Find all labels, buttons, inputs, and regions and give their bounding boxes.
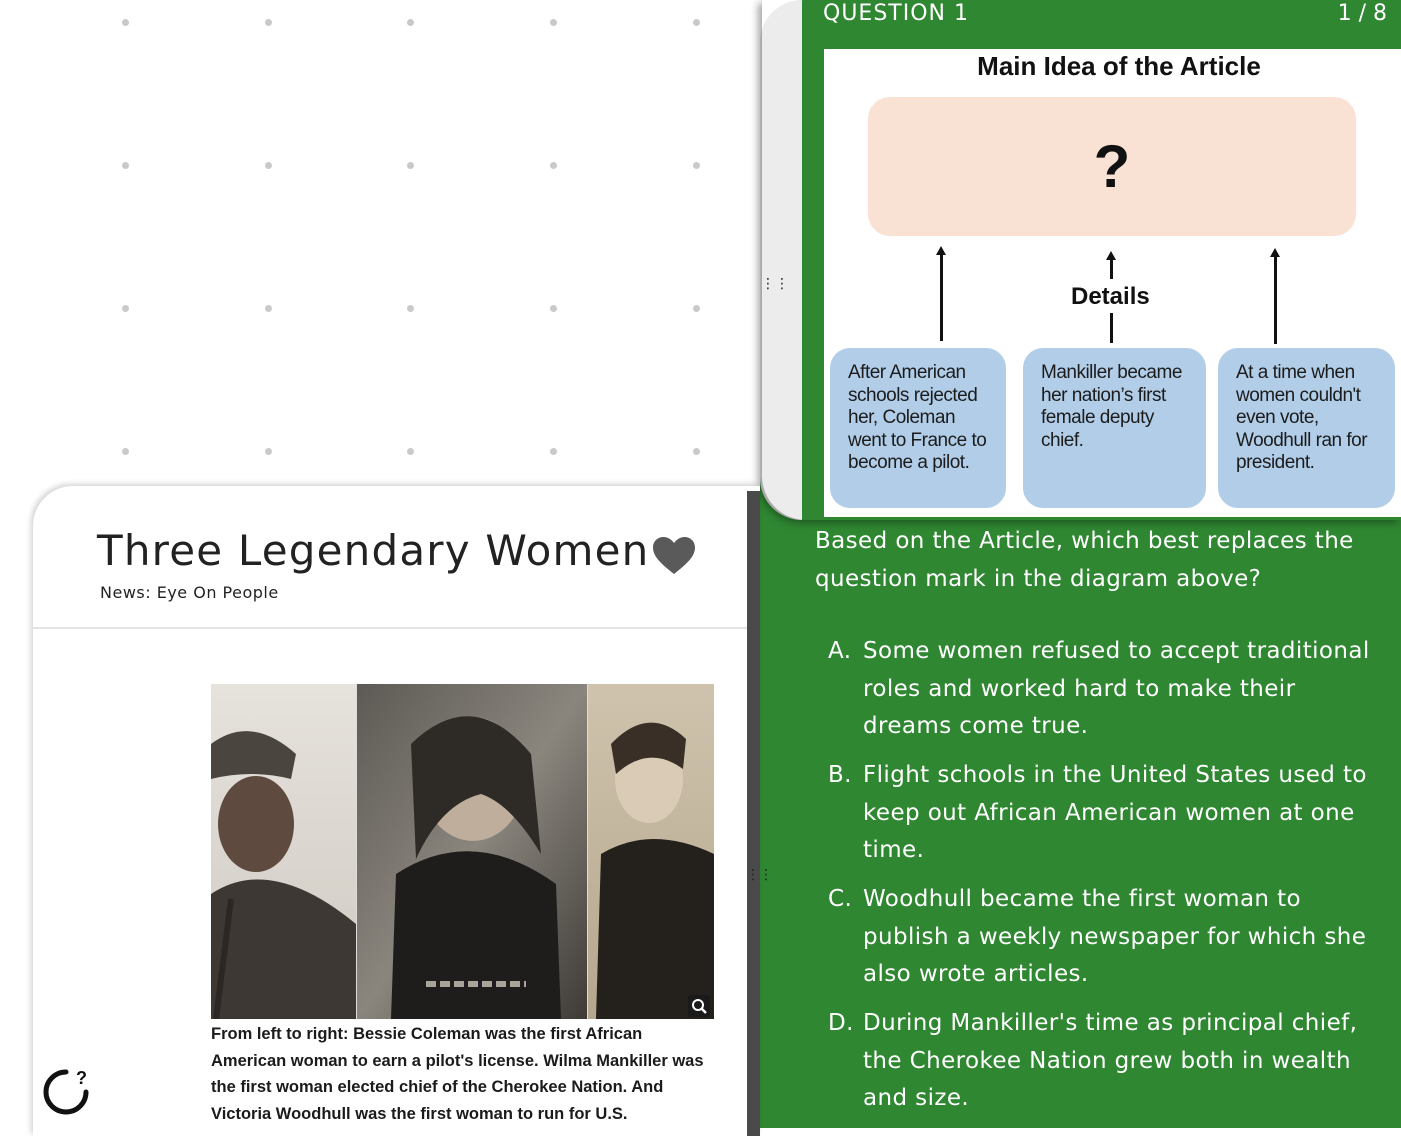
choice-letter: B. [828,762,852,788]
article-source: News: Eye On People [100,583,279,602]
choice-letter: D. [828,1010,854,1036]
choice-b[interactable] [828,757,1388,870]
detail-box-woodhull: At a time when women couldn't even vote, Woodhull ran for president. [1218,348,1395,508]
drag-handle-icon[interactable]: ⋮⋮ [746,867,772,883]
choice-text: Woodhull became the first woman to publish a weekly newspaper for which she also wrote articles. [863,886,1367,987]
svg-text:?: ? [76,1068,87,1088]
arrow-line [1274,256,1277,344]
panel-edge [760,0,802,520]
question-prompt: Based on the Article, which best replaces the question mark in the diagram above? [815,528,1354,592]
photo-collage [211,684,714,1019]
photo-caption: From left to right: Bessie Coleman was the first African American woman to earn a pilot's license. Wilma Mankiller was the first woman elected chief of the Cherokee Nation. And Victoria Woodhull was the first woman to run for U.S. [211,1025,704,1123]
main-idea-box: ? [868,97,1356,236]
question-panel [760,0,1401,1128]
article-title: Three Legendary Women [97,526,650,575]
article-photo[interactable] [211,684,714,1019]
main-idea-diagram [824,49,1401,517]
details-label: Details [1071,283,1150,310]
choice-d[interactable] [828,1005,1388,1118]
choice-text: Some women refused to accept traditional roles and worked hard to make their dreams come true. [863,638,1370,739]
heart-icon[interactable] [652,536,696,576]
choice-c[interactable] [828,881,1388,994]
question-label: QUESTION 1 [823,1,969,26]
detail-box-coleman: After American schools rejected her, Coleman went to France to become a pilot. [830,348,1006,508]
detail-box-mankiller: Mankiller became her nation’s first female deputy chief. [1023,348,1206,508]
diagram-title: Main Idea of the Article [977,51,1261,81]
divider [33,627,747,629]
question-counter: 1 / 8 [1337,1,1387,26]
choice-a[interactable] [828,633,1388,746]
arrow-line [1110,259,1113,279]
splitter-bar[interactable] [747,491,760,1136]
drag-handle-icon[interactable]: ⋮⋮ [761,276,789,292]
choice-text: Flight schools in the United States used to keep out African American women at one time. [863,762,1367,863]
arrow-line [1110,313,1113,343]
choice-letter: C. [828,886,853,912]
choice-letter: A. [828,638,852,664]
zoom-icon[interactable] [688,995,710,1017]
arrow-line [940,254,943,341]
article-card [33,486,772,1136]
hint-icon[interactable] [36,1062,96,1122]
choice-text: During Mankiller's time as principal chief, the Cherokee Nation grew both in wealth and size. [863,1010,1358,1111]
